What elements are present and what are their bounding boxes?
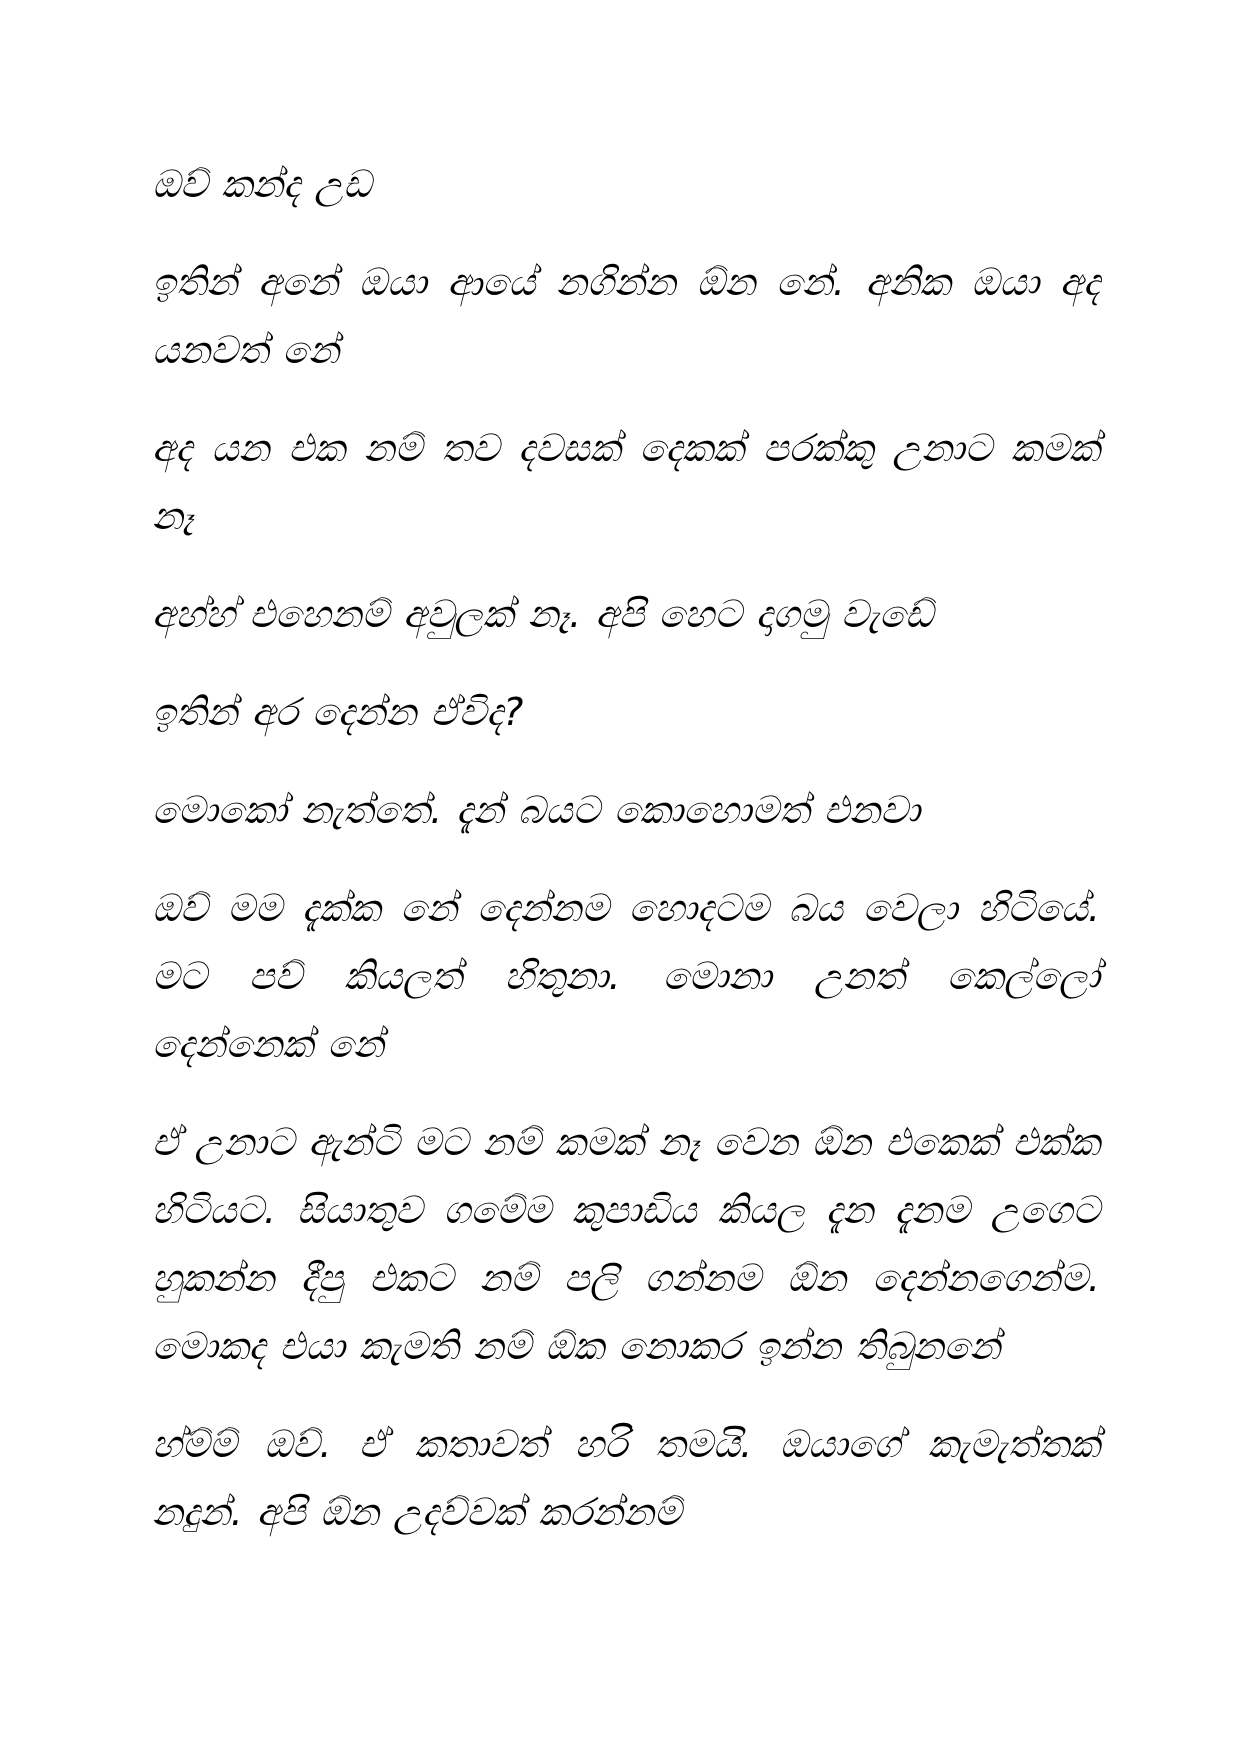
paragraph-3: අද යන එක නම් තව දවසක් දෙකක් පරක්කු උනාට කමක් නෑ bbox=[152, 426, 1100, 538]
paragraph-8: ඒ උනාට ඇන්ටි මට නම් කමක් නෑ වෙන ඕන එකෙක් එක්ක හිටියට. සියාතුව ගමේම කුපාඩිය කියල දැන දැනම උගෙට හුකන්න දීපු එකට නම් පලි ගන්නම ඕන දෙන්නගෙන්ම. මොකද එයා කැමති නම් ඕක නොකර ඉන්න තිබුනනේ bbox=[152, 1120, 1100, 1368]
paragraph-7: ඔව් මම දැක්ක නේ දෙන්නම හොදටම බය වෙලා හිටියේ. මට පව් කියලත් හිතුනා. මොනා උනත් කෙල්ලෝ දෙන්නෙක් නේ bbox=[152, 886, 1100, 1066]
paragraph-1: ඔව් කන්ද උඩ bbox=[152, 162, 372, 206]
paragraph-9: හ්ම්ම් ඔව්. ඒ කතාවත් හරි තමයි. ඔයාගේ කැමැත්තක් නදුන්. අපි ඕන උදව්වක් කරන්නම් bbox=[152, 1422, 1100, 1534]
paragraph-2: ඉතින් අනේ ඔයා ආයේ නගින්න ඕන නේ. අනික ඔයා අද යනවත් නේ bbox=[152, 260, 1100, 372]
paragraph-5: ඉතින් අර දෙන්න ඒවිද? bbox=[152, 690, 524, 734]
paragraph-6: මොකෝ නැත්තේ. දැන් බයට කොහොමත් එනවා bbox=[152, 788, 921, 832]
paragraph-4: අහ්හ් එහෙනම් අවුලක් නෑ. අපි හෙට දාගමු වැඩේ bbox=[152, 592, 934, 636]
